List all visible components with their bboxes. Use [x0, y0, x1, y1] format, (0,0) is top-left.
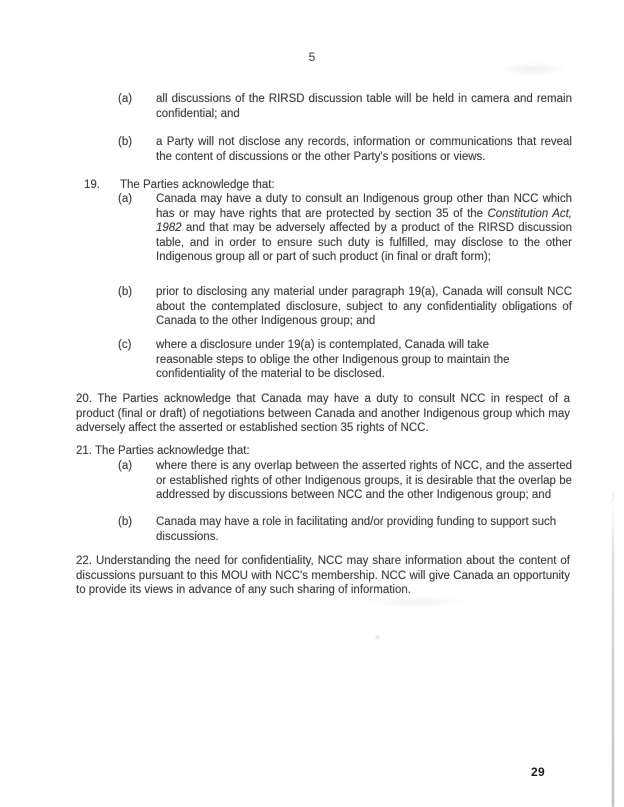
clause-item-text	[156, 192, 572, 265]
clause-item-label: (b)	[118, 286, 133, 298]
clause-item-label: (a)	[118, 93, 133, 105]
paragraph-number: 19.	[84, 179, 100, 191]
clause-item-text: prior to disclosing any material under paragraph 19(a), Canada will consult NCC about the contemplated disclosure, subject to any confidentiality obligations of Canada to the other Indigenous group; and	[156, 286, 572, 327]
clause-item-text: where there is any overlap between the asserted rights of NCC, and the asserted or established rights of other Indigenous groups, it is desirable that the overlap be addressed by discussions between NCC and the other Indigenous group; and	[156, 460, 572, 501]
clause-19b	[118, 285, 572, 329]
clause-19c	[118, 338, 572, 382]
paragraph-21-lead: 21. The Parties acknowledge that:	[76, 445, 250, 457]
paragraph-20: 20. The Parties acknowledge that Canada may have a duty to consult NCC in respect of a product (final or draft) of negotiations between Canada and another Indigenous group which may adversely affect the asserted or established section 35 rights of NCC.	[76, 393, 570, 434]
page-number-bottom: 29	[531, 765, 545, 779]
clause-item-text: a Party will not disclose any records, information or communications that reveal the content of discussions or the other Party's positions or views.	[156, 136, 572, 163]
scan-artifact-smudge	[360, 596, 470, 608]
clause-item-text: all discussions of the RIRSD discussion table will be held in camera and remain confidential; and	[156, 93, 572, 120]
clause-19a-text-pre: Canada may have a duty to consult an Indigenous group other than NCC which has or may have rights that are protected by section 35 of the	[156, 193, 572, 220]
paragraph-19-lead	[84, 178, 572, 193]
clause-item-label: (b)	[118, 516, 133, 528]
clause-21b	[118, 515, 572, 544]
clause-19a-text-post: and that may be adversely affected by a product of the RIRSD discussion table, and in order to ensure such duty is fulfilled, may disclose to the other Indigenous group all or part of such product (in final or draft form);	[156, 222, 572, 263]
scan-artifact-smudge	[498, 62, 568, 76]
clause-item-b-nondisclosure	[118, 135, 572, 164]
clause-item-text: Canada may have a role in facilitating and/or providing funding to support such discussions.	[156, 516, 557, 543]
clause-item-text: where a disclosure under 19(a) is contemplated, Canada will take reasonable steps to oblige the other Indigenous group to maintain the confidentiality of the material to be disclosed.	[156, 339, 510, 380]
page-number-top: 5	[308, 50, 316, 64]
clause-item-label: (a)	[118, 460, 133, 472]
clause-item-label: (b)	[118, 136, 133, 148]
paragraph-lead-text: The Parties acknowledge that:	[120, 179, 275, 191]
statute-citation: Constitution Act, 1982	[156, 207, 572, 234]
paragraph-22: 22. Understanding the need for confidentiality, NCC may share information about the content of discussions pursuant to this MOU with NCC's membership. NCC will give Canada an opportunity to provide its views in advance of any such sharing of information.	[76, 555, 570, 596]
clause-19a	[118, 192, 572, 265]
scan-artifact-speck	[374, 634, 381, 640]
scan-artifact-vertical-line	[612, 502, 614, 807]
clause-21a	[118, 459, 572, 503]
clause-item-label: (c)	[118, 339, 132, 351]
clause-item-label: (a)	[118, 193, 133, 205]
clause-item-a-confidentiality	[118, 92, 572, 121]
